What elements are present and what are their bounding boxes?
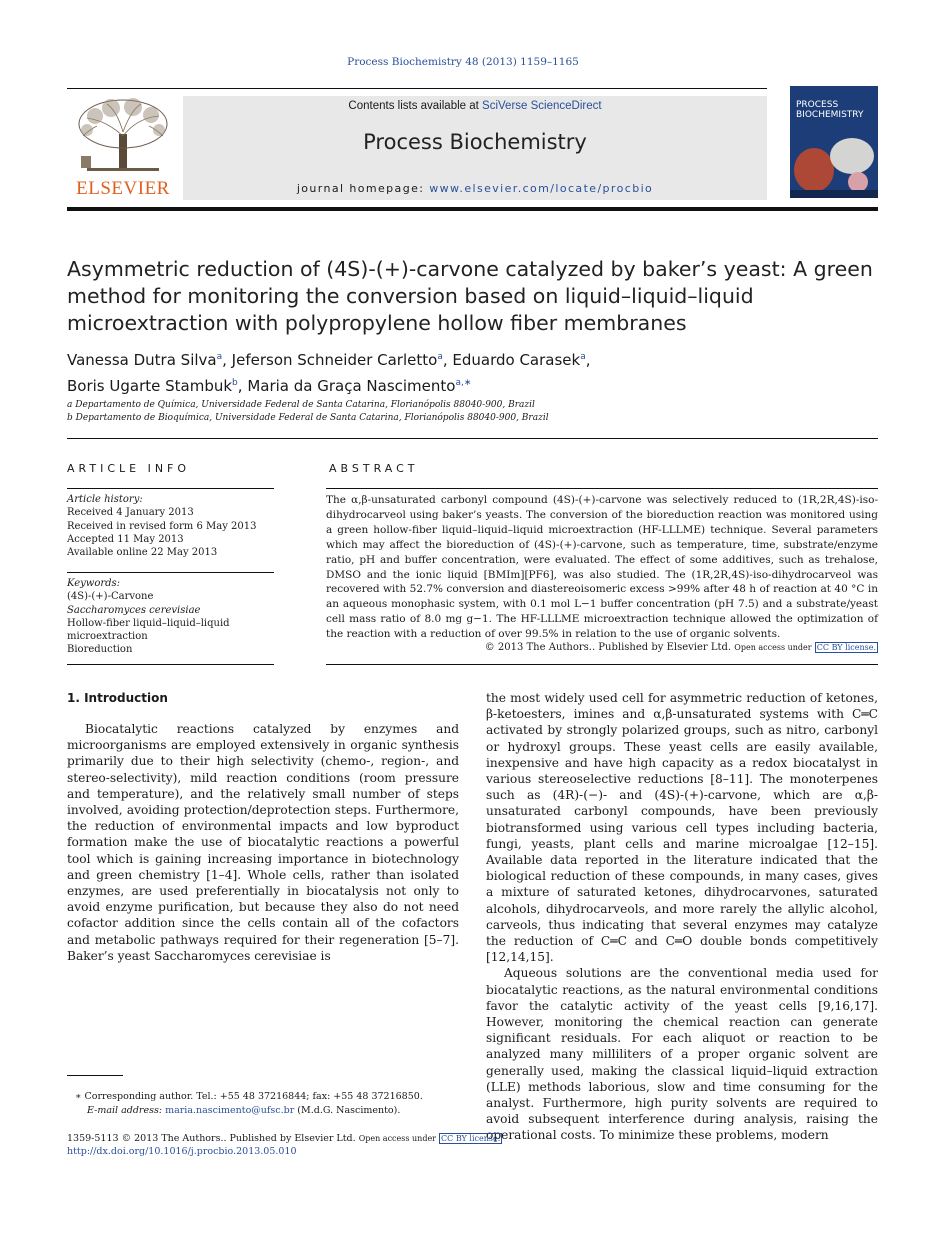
paragraph: Aqueous solutions are the conventional media used for biocatalytic reactions, as the natural environmental conditions favor the catalytic activity of the yeast cells [9,16,17]. However, monitoring the chemical reaction can generate significant residuals. For each aliquot or reaction to be analyzed many milliliters of a proper organic solvent are generally used, making the classical liquid–liquid extraction (LLE) methods laborious, slow and time consuming for the analyst. Furthermore, high purity solvents are required to avoid subsequent interference during analysis, raising the operational costs. To minimize these problems, modern xyxy=(486,966,878,1143)
keyword: microextraction xyxy=(67,631,148,643)
keyword: Saccharomyces cerevisiae xyxy=(67,604,201,616)
author-affiliation-mark[interactable]: b xyxy=(232,378,238,388)
issn-line: 1359-5113 © 2013 The Authors.. Published by Elsevier Ltd. Open access under CC BY license. xyxy=(67,1133,501,1144)
divider xyxy=(67,488,274,489)
author-name: Maria da Graça Nascimento xyxy=(247,377,456,395)
affiliation-a: a Departamento de Química, Universidade Federal de Santa Catarina, Florianópolis 88040-900, Brazil xyxy=(67,400,535,410)
elsevier-tree-icon xyxy=(67,96,179,176)
footnote xyxy=(75,1090,460,1117)
author-name: Boris Ugarte Stambuk xyxy=(67,377,233,395)
keyword: Bioreduction xyxy=(67,644,133,656)
author-name: Eduardo Carasek xyxy=(452,351,581,369)
contents-line: Contents lists available at SciVerse ScienceDirect xyxy=(348,100,602,112)
section-heading-introduction: 1. Introduction xyxy=(67,691,168,705)
elsevier-logo xyxy=(67,96,179,200)
cover-title: PROCESS BIOCHEMISTRY xyxy=(796,100,864,120)
paragraph: Biocatalytic reactions catalyzed by enzymes and microorganisms are employed extensively in organic synthesis primarily due to their high selectivity (chemo-, region-, and stereo-selectivity), mild reaction conditions (room pressure and temperature), and the relatively small number of steps involved, avoiding protection/deprotection steps. Furthermore, the reduction of environmental impacts and low byproduct formation make the use of biocatalytic reactions a powerful tool which is gaining increasing importance in biotechnology and green chemistry [1–4]. Whole cells, rather than isolated enzymes, are used preferentially in biocatalysis not only to avoid enzyme purification, but because they also do not need cofactor addition since the cells contain all of the cofactors and metabolic pathways required for their regeneration [5–7]. Baker’s yeast Saccharomyces cerevisiae is xyxy=(67,722,459,963)
author-affiliation-mark[interactable]: a xyxy=(580,352,586,362)
affiliation-b: b Departamento de Bioquímica, Universidade Federal de Santa Catarina, Florianópolis 88040-900, Brazil xyxy=(67,413,549,423)
author-separator: , xyxy=(222,351,232,369)
intro-right-column xyxy=(486,690,878,1144)
history-item: Received 4 January 2013 xyxy=(67,507,194,519)
author-line-2 xyxy=(67,372,887,398)
journal-cover[interactable] xyxy=(790,86,878,198)
divider xyxy=(67,438,878,439)
keyword: Hollow-fiber liquid–liquid–liquid xyxy=(67,617,230,629)
author-affiliation-mark[interactable]: a xyxy=(437,352,443,362)
divider xyxy=(67,664,274,665)
header-top-rule xyxy=(67,88,767,89)
footer-license-link[interactable]: CC BY license. xyxy=(441,1134,501,1143)
author-affiliation-mark[interactable]: a,∗ xyxy=(455,378,472,388)
journal-homepage: journal homepage: www.elsevier.com/locate/procbio xyxy=(296,182,654,195)
publisher-wordmark: ELSEVIER xyxy=(76,178,170,199)
corresponding-author: ∗ Corresponding author. Tel.: +55 48 37216844; fax: +55 48 37216850. xyxy=(75,1091,423,1102)
email-link[interactable]: maria.nascimento@ufsc.br xyxy=(165,1104,295,1116)
doi-link[interactable]: http://dx.doi.org/10.1016/j.procbio.2013.05.010 xyxy=(67,1146,297,1157)
cover-art-icon xyxy=(790,126,878,198)
history-item: Accepted 11 May 2013 xyxy=(67,533,184,545)
page-footer xyxy=(67,1132,567,1158)
history-item: Received in revised form 6 May 2013 xyxy=(67,520,257,532)
abstract-heading: ABSTRACT xyxy=(329,462,419,475)
author-separator: , xyxy=(237,377,248,395)
divider xyxy=(326,664,878,665)
author-name: Jeferson Schneider Carletto xyxy=(231,351,438,369)
intro-left-column xyxy=(67,721,459,964)
sciencedirect-link[interactable]: SciVerse ScienceDirect xyxy=(482,100,602,112)
journal-citation[interactable]: Process Biochemistry 48 (2013) 1159–1165 xyxy=(347,56,579,68)
divider xyxy=(67,572,274,573)
author-affiliation-mark[interactable]: a xyxy=(216,352,223,362)
history-item: Available online 22 May 2013 xyxy=(67,547,218,559)
abstract-copyright: © 2013 The Authors.. Published by Elsevier Ltd. Open access under CC BY license. xyxy=(484,642,876,653)
author-separator: , xyxy=(442,351,453,369)
keyword: (4S)-(+)-Carvone xyxy=(67,591,154,603)
abstract-text: The α,β-unsaturated carbonyl compound (4S)-(+)-carvone was selectively reduced to (1R,2R,4S)-iso-dihydrocarveol using baker’s yeasts. The conversion of the bioreduction reaction was monitored using a green hollow-fiber liquid–liquid–liquid microextraction (HF-LLLME) technique. Several parameters which may affect the bioreduction of (4S)-(+)-carvone, such as temperature, time, substrate/enzyme ratio, pH and buffer concentration, were evaluated. The effect of some additives, such as trehalose, DMSO and the ionic liquid [BMIm][PF6], was also studied. The (1R,2R,4S)-iso-dihydrocarveol was recovered with 52.7% conversion and diastereoisomeric excess >99% after 48 h of reaction at 40 °C in an aqueous monophasic system, with 0.1 mol L−1 buffer concentration (pH 7.5) and a substrate/yeast cell mass ratio of 8.0 mg g−1. The HF-LLLME microextraction technique allowed the optimization of the reaction with a reduction of over 99.5% in relation to the use of organic solvents. xyxy=(326,494,878,641)
keywords: Keywords: (4S)-(+)-Carvone Saccharomyces cerevisiae Hollow-fiber liquid–liquid–liquid microextraction Bioreduction xyxy=(67,577,277,657)
license-link[interactable]: CC BY license. xyxy=(816,643,876,652)
author-line-1 xyxy=(67,346,887,372)
author-list xyxy=(67,346,887,398)
author-separator: , xyxy=(585,351,591,369)
article-history: Article history: Received 4 January 2013 Received in revised form 6 May 2013 Accepted 11 May 2013 Available online 22 May 2013 xyxy=(67,493,277,559)
footnote-rule xyxy=(67,1075,123,1076)
journal-name: Process Biochemistry xyxy=(363,130,587,154)
divider xyxy=(326,488,878,489)
article-info-heading: ARTICLE INFO xyxy=(67,462,191,475)
journal-header xyxy=(183,96,767,200)
article-title: Asymmetric reduction of (4S)-(+)-carvone catalyzed by baker’s yeast: A green method for monitoring the conversion based on liquid–liquid–liquid microextraction with polypropylene hollow fiber membranes xyxy=(67,257,873,335)
paragraph: the most widely used cell for asymmetric reduction of ketones, β-ketoesters, imines and α,β-unsaturated systems with C═C activated by strongly polarized groups, such as nitro, carbonyl or hydroxyl groups. These yeast cells are easily available, inexpensive and have high capacity as a redox biocatalyst in various stereoselective reductions [8–11]. The monoterpenes such as (4R)-(−)- and (4S)-(+)-carvone, which are α,β-unsaturated carbonyl compounds, have been previously biotransformed using various cell types including bacteria, fungi, yeasts, plant cells and marine microalgae [12–15]. Available data reported in the literature indicated that the biological reduction of these compounds, in many cases, gives a mixture of saturated ketones, dihydrocarvones, saturated alcohols, dihydrocarveols, and more rarely the allylic alcohol, carveols, thus indicating that several enzymes may catalyze the reduction of C═C and C═O double bonds competitively [12,14,15]. xyxy=(486,691,878,965)
author-name: Vanessa Dutra Silva xyxy=(67,351,217,369)
email-line: E-mail address: maria.nascimento@ufsc.br (M.d.G. Nascimento). xyxy=(87,1104,401,1116)
header-bottom-rule xyxy=(67,207,878,211)
homepage-link[interactable]: www.elsevier.com/locate/procbio xyxy=(429,182,654,195)
